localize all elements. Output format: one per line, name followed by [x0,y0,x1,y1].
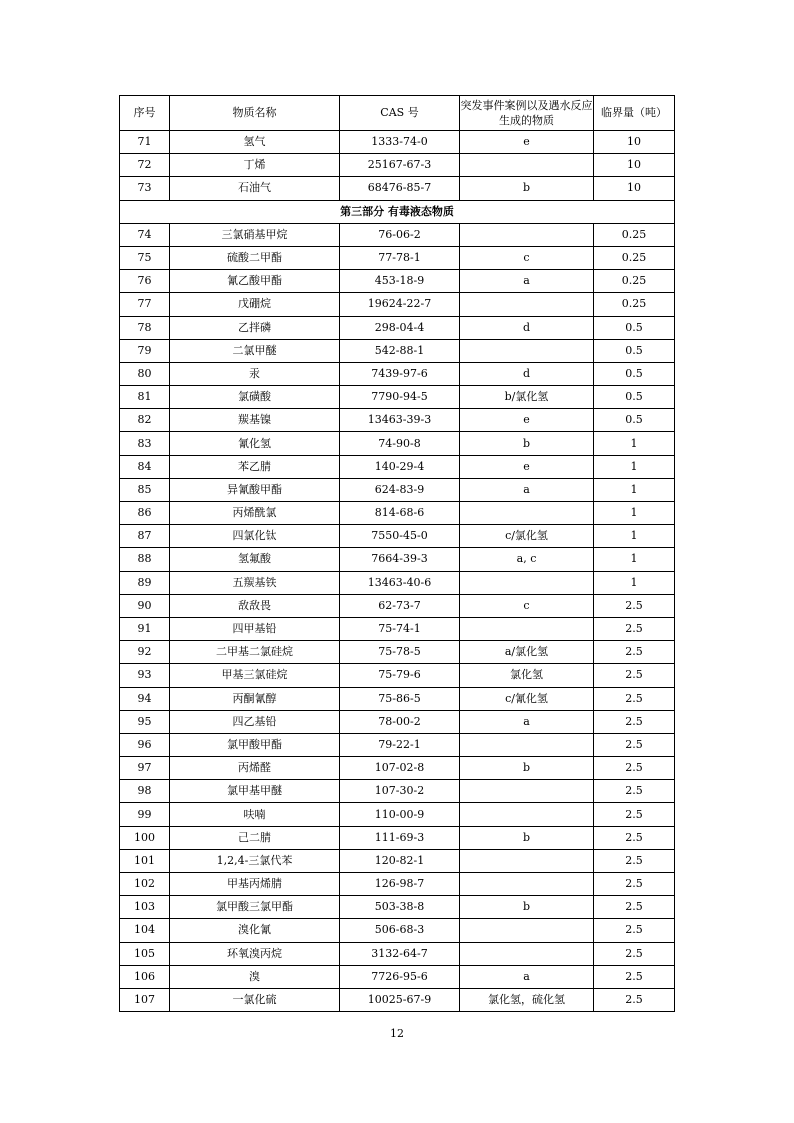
cell-substance-name: 异氰酸甲酯 [170,478,340,501]
cell-index: 103 [120,896,170,919]
section-title: 第三部分 有毒液态物质 [120,200,675,223]
cell-index: 80 [120,362,170,385]
cell-incident-reaction: a, c [460,548,594,571]
cell-index: 99 [120,803,170,826]
cell-threshold: 2.5 [594,896,675,919]
cell-index: 86 [120,502,170,525]
cell-incident-reaction [460,223,594,246]
cell-substance-name: 二甲基二氯硅烷 [170,641,340,664]
cell-incident-reaction: b [460,896,594,919]
header-substance-name: 物质名称 [170,96,340,131]
cell-substance-name: 氯甲基甲醚 [170,780,340,803]
cell-threshold: 2.5 [594,594,675,617]
table-body-section [120,200,675,223]
cell-index: 93 [120,664,170,687]
cell-index: 83 [120,432,170,455]
cell-incident-reaction [460,733,594,756]
section-header-row [120,200,675,223]
cell-threshold: 10 [594,131,675,154]
cell-incident-reaction: e [460,455,594,478]
cell-substance-name: 石油气 [170,177,340,200]
table-row [120,432,675,455]
cell-threshold: 2.5 [594,617,675,640]
cell-substance-name: 三氯硝基甲烷 [170,223,340,246]
cell-threshold: 2.5 [594,873,675,896]
cell-index: 98 [120,780,170,803]
cell-cas-number: 75-79-6 [340,664,460,687]
cell-index: 96 [120,733,170,756]
cell-incident-reaction [460,803,594,826]
cell-cas-number: 75-78-5 [340,641,460,664]
cell-substance-name: 四氯化钛 [170,525,340,548]
cell-substance-name: 一氯化硫 [170,988,340,1011]
cell-cas-number: 624-83-9 [340,478,460,501]
cell-substance-name: 汞 [170,362,340,385]
cell-cas-number: 13463-39-3 [340,409,460,432]
cell-incident-reaction: e [460,409,594,432]
cell-substance-name: 1,2,4-三氯代苯 [170,849,340,872]
cell-cas-number: 107-30-2 [340,780,460,803]
table-header-row [120,96,675,131]
cell-threshold: 2.5 [594,687,675,710]
cell-incident-reaction: d [460,316,594,339]
cell-index: 79 [120,339,170,362]
cell-incident-reaction [460,780,594,803]
table-row [120,664,675,687]
cell-substance-name: 溴化氰 [170,919,340,942]
cell-threshold: 2.5 [594,826,675,849]
table-row [120,131,675,154]
cell-cas-number: 79-22-1 [340,733,460,756]
cell-substance-name: 呋喃 [170,803,340,826]
table-row [120,965,675,988]
cell-substance-name: 甲基三氯硅烷 [170,664,340,687]
cell-substance-name: 氯甲酸三氯甲酯 [170,896,340,919]
cell-incident-reaction: b/氯化氢 [460,386,594,409]
cell-threshold: 0.25 [594,270,675,293]
cell-index: 75 [120,246,170,269]
cell-incident-reaction [460,502,594,525]
table-row [120,803,675,826]
cell-cas-number: 542-88-1 [340,339,460,362]
cell-threshold: 2.5 [594,757,675,780]
table-row [120,154,675,177]
cell-index: 76 [120,270,170,293]
cell-cas-number: 506-68-3 [340,919,460,942]
cell-cas-number: 76-06-2 [340,223,460,246]
cell-cas-number: 78-00-2 [340,710,460,733]
cell-cas-number: 19624-22-7 [340,293,460,316]
cell-incident-reaction: a/氯化氢 [460,641,594,664]
cell-index: 100 [120,826,170,849]
cell-index: 72 [120,154,170,177]
cell-incident-reaction [460,339,594,362]
cell-index: 107 [120,988,170,1011]
cell-cas-number: 1333-74-0 [340,131,460,154]
cell-index: 97 [120,757,170,780]
table-row [120,733,675,756]
cell-incident-reaction [460,873,594,896]
cell-threshold: 2.5 [594,988,675,1011]
cell-incident-reaction: a [460,478,594,501]
cell-substance-name: 二氯甲醚 [170,339,340,362]
cell-cas-number: 77-78-1 [340,246,460,269]
cell-threshold: 2.5 [594,965,675,988]
cell-substance-name: 羰基镍 [170,409,340,432]
cell-substance-name: 五羰基铁 [170,571,340,594]
cell-cas-number: 13463-40-6 [340,571,460,594]
cell-substance-name: 甲基丙烯腈 [170,873,340,896]
cell-threshold: 0.25 [594,293,675,316]
cell-cas-number: 62-73-7 [340,594,460,617]
cell-index: 104 [120,919,170,942]
cell-substance-name: 敌敌畏 [170,594,340,617]
cell-threshold: 1 [594,525,675,548]
table-row [120,687,675,710]
cell-cas-number: 140-29-4 [340,455,460,478]
cell-threshold: 2.5 [594,803,675,826]
cell-cas-number: 7439-97-6 [340,362,460,385]
cell-index: 71 [120,131,170,154]
table-row [120,896,675,919]
hazardous-substance-table-page [119,95,674,1012]
cell-incident-reaction [460,919,594,942]
table-row [120,386,675,409]
cell-index: 84 [120,455,170,478]
hazardous-substance-table [119,95,675,1012]
table-row [120,525,675,548]
cell-threshold: 0.5 [594,386,675,409]
cell-threshold: 0.25 [594,246,675,269]
cell-incident-reaction: c [460,594,594,617]
cell-threshold: 1 [594,571,675,594]
cell-incident-reaction: c/氯化氢 [460,525,594,548]
cell-cas-number: 110-00-9 [340,803,460,826]
cell-index: 94 [120,687,170,710]
cell-incident-reaction [460,293,594,316]
cell-incident-reaction [460,942,594,965]
cell-threshold: 10 [594,154,675,177]
table-row [120,942,675,965]
header-incident-reaction: 突发事件案例以及遇水反应生成的物质 [460,96,594,131]
cell-substance-name: 氯磺酸 [170,386,340,409]
cell-cas-number: 25167-67-3 [340,154,460,177]
table-row [120,873,675,896]
cell-cas-number: 107-02-8 [340,757,460,780]
cell-cas-number: 126-98-7 [340,873,460,896]
cell-index: 105 [120,942,170,965]
table-row [120,246,675,269]
cell-incident-reaction: b [460,757,594,780]
cell-threshold: 2.5 [594,733,675,756]
cell-cas-number: 120-82-1 [340,849,460,872]
table-row [120,478,675,501]
cell-index: 101 [120,849,170,872]
cell-threshold: 0.5 [594,316,675,339]
cell-incident-reaction [460,154,594,177]
cell-cas-number: 7790-94-5 [340,386,460,409]
table-row [120,919,675,942]
cell-index: 88 [120,548,170,571]
table-row [120,177,675,200]
cell-cas-number: 75-74-1 [340,617,460,640]
cell-incident-reaction [460,617,594,640]
cell-cas-number: 111-69-3 [340,826,460,849]
cell-incident-reaction: b [460,432,594,455]
cell-index: 102 [120,873,170,896]
table-row [120,780,675,803]
cell-index: 91 [120,617,170,640]
cell-incident-reaction: a [460,965,594,988]
cell-index: 106 [120,965,170,988]
cell-substance-name: 氰化氢 [170,432,340,455]
cell-incident-reaction: a [460,270,594,293]
cell-threshold: 2.5 [594,664,675,687]
cell-cas-number: 10025-67-9 [340,988,460,1011]
cell-substance-name: 丙烯醛 [170,757,340,780]
table-row [120,594,675,617]
table-row [120,641,675,664]
cell-threshold: 1 [594,455,675,478]
header-index: 序号 [120,96,170,131]
cell-cas-number: 68476-85-7 [340,177,460,200]
cell-threshold: 2.5 [594,710,675,733]
cell-incident-reaction: d [460,362,594,385]
table-row [120,548,675,571]
cell-threshold: 1 [594,548,675,571]
cell-incident-reaction [460,849,594,872]
cell-incident-reaction: 氯化氢，硫化氢 [460,988,594,1011]
table-row [120,849,675,872]
cell-substance-name: 丙烯酰氯 [170,502,340,525]
cell-threshold: 0.25 [594,223,675,246]
cell-substance-name: 氢氟酸 [170,548,340,571]
table-body-part-a [120,131,675,201]
cell-index: 73 [120,177,170,200]
cell-index: 95 [120,710,170,733]
cell-cas-number: 7726-95-6 [340,965,460,988]
cell-threshold: 1 [594,478,675,501]
cell-cas-number: 3132-64-7 [340,942,460,965]
header-cas-number: CAS 号 [340,96,460,131]
table-row [120,757,675,780]
table-row [120,270,675,293]
cell-cas-number: 7664-39-3 [340,548,460,571]
cell-incident-reaction: e [460,131,594,154]
cell-substance-name: 硫酸二甲酯 [170,246,340,269]
cell-index: 74 [120,223,170,246]
cell-index: 82 [120,409,170,432]
cell-substance-name: 环氧溴丙烷 [170,942,340,965]
cell-threshold: 2.5 [594,641,675,664]
table-row [120,617,675,640]
cell-substance-name: 己二腈 [170,826,340,849]
cell-threshold: 0.5 [594,409,675,432]
cell-index: 92 [120,641,170,664]
table-row [120,988,675,1011]
cell-index: 90 [120,594,170,617]
table-row [120,571,675,594]
page-number: 12 [390,1027,404,1040]
cell-index: 77 [120,293,170,316]
cell-cas-number: 7550-45-0 [340,525,460,548]
table-row [120,223,675,246]
table-row [120,293,675,316]
cell-substance-name: 苯乙腈 [170,455,340,478]
cell-incident-reaction: 氯化氢 [460,664,594,687]
cell-incident-reaction: c [460,246,594,269]
cell-substance-name: 氢气 [170,131,340,154]
cell-cas-number: 453-18-9 [340,270,460,293]
cell-incident-reaction: c/氰化氢 [460,687,594,710]
cell-substance-name: 丁烯 [170,154,340,177]
table-row [120,710,675,733]
cell-index: 87 [120,525,170,548]
cell-threshold: 2.5 [594,919,675,942]
cell-cas-number: 298-04-4 [340,316,460,339]
table-body-part-b [120,223,675,1011]
cell-incident-reaction: b [460,177,594,200]
cell-cas-number: 75-86-5 [340,687,460,710]
cell-substance-name: 乙拌磷 [170,316,340,339]
cell-substance-name: 戊硼烷 [170,293,340,316]
cell-threshold: 1 [594,502,675,525]
cell-threshold: 10 [594,177,675,200]
cell-threshold: 2.5 [594,849,675,872]
table-row [120,409,675,432]
table-row [120,339,675,362]
cell-cas-number: 503-38-8 [340,896,460,919]
cell-threshold: 0.5 [594,362,675,385]
cell-incident-reaction [460,571,594,594]
cell-incident-reaction: b [460,826,594,849]
cell-threshold: 2.5 [594,942,675,965]
cell-threshold: 0.5 [594,339,675,362]
header-threshold: 临界量（吨） [594,96,675,131]
table-row [120,455,675,478]
cell-substance-name: 氯甲酸甲酯 [170,733,340,756]
cell-index: 89 [120,571,170,594]
cell-threshold: 2.5 [594,780,675,803]
cell-substance-name: 溴 [170,965,340,988]
cell-threshold: 1 [594,432,675,455]
cell-cas-number: 74-90-8 [340,432,460,455]
cell-substance-name: 四甲基铅 [170,617,340,640]
table-row [120,502,675,525]
table-row [120,316,675,339]
cell-incident-reaction: a [460,710,594,733]
table-row [120,362,675,385]
cell-cas-number: 814-68-6 [340,502,460,525]
cell-index: 78 [120,316,170,339]
cell-index: 81 [120,386,170,409]
table-row [120,826,675,849]
cell-substance-name: 四乙基铅 [170,710,340,733]
cell-substance-name: 氰乙酸甲酯 [170,270,340,293]
cell-index: 85 [120,478,170,501]
cell-substance-name: 丙酮氰醇 [170,687,340,710]
